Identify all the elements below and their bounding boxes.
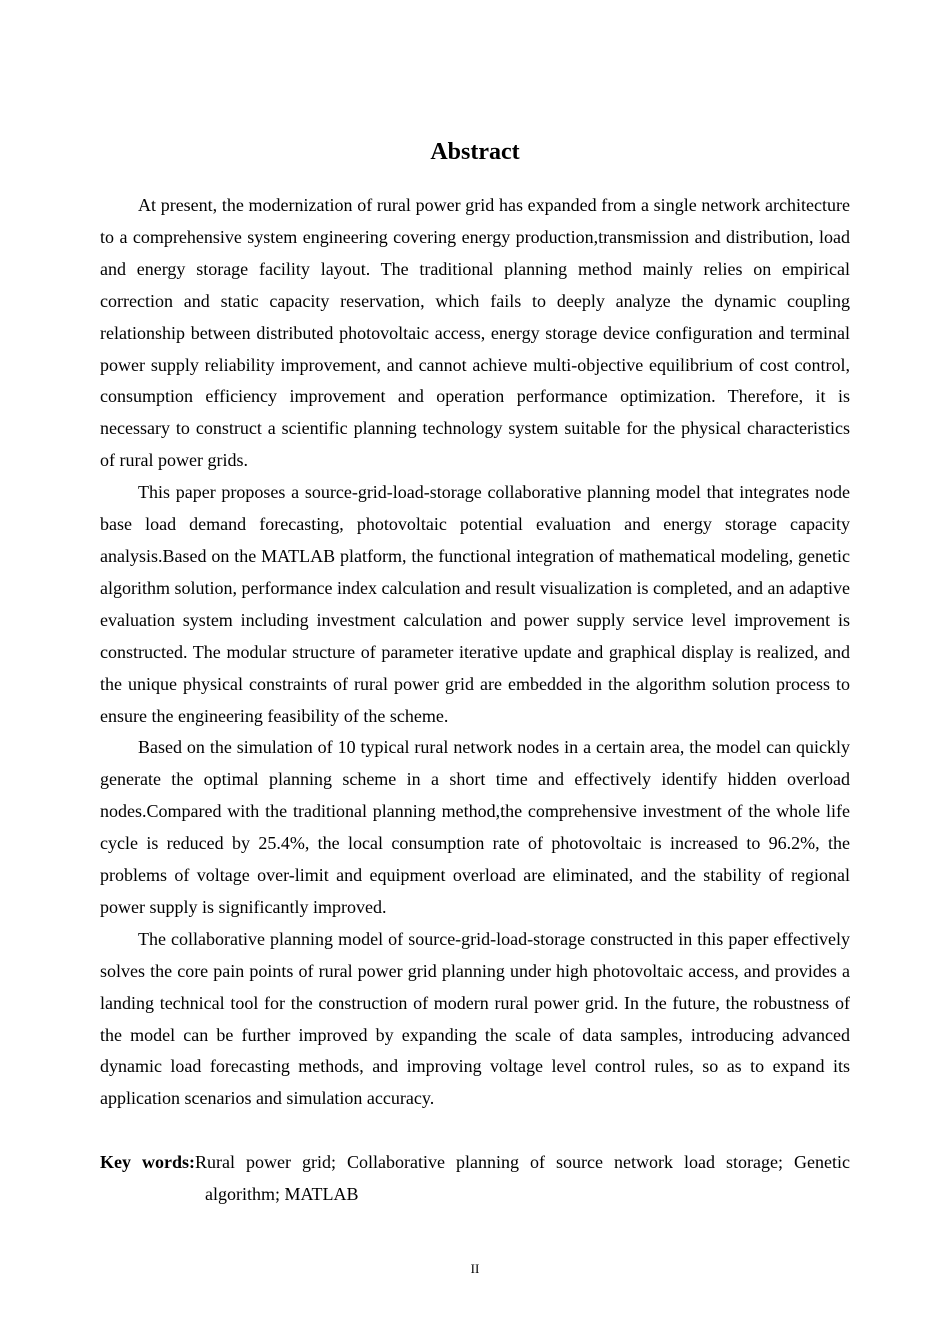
abstract-paragraph-4: The collaborative planning model of source-grid-load-storage constructed in this paper effectively solves the core pain points of rural power grid planning under high photovoltaic access, and provides a landing technical tool for the construction of modern rural power grid. In the future, the robustness of the model can be further improved by expanding the scale of data samples, introducing advanced dynamic load forecasting methods, and improving voltage level control rules, so as to expand its application scenarios and simulation accuracy. bbox=[100, 928, 850, 1109]
abstract-paragraph-2: This paper proposes a source-grid-load-storage collaborative planning model that integrates node base load demand forecasting, photovoltaic potential evaluation and energy storage capacity analysis.Based on the MATLAB platform, the functional integration of mathematical modeling, genetic algorithm solution, performance index calculation and result visualization is completed, and an adaptive evaluation system including investment calculation and power supply service level improvement is constructed. The modular structure of parameter iterative update and graphical display is realized, and the unique physical constraints of rural power grid are embedded in the algorithm solution process to ensure the engineering feasibility of the scheme. bbox=[100, 482, 850, 726]
keywords-label: Key words: bbox=[100, 1152, 196, 1172]
keywords-section bbox=[100, 1146, 850, 1210]
keywords-text: Rural power grid; Collaborative planning of source network load storage; Genetic algorithm; MATLAB bbox=[195, 1152, 850, 1204]
abstract-body bbox=[100, 190, 850, 1115]
page-number: II bbox=[470, 1261, 480, 1276]
abstract-paragraph-1: At present, the modernization of rural power grid has expanded from a single network architecture to a comprehensive system engineering covering energy production,transmission and distribution, load and energy storage facility layout. The traditional planning method mainly relies on empirical correction and static capacity reservation, which fails to deeply analyze the dynamic coupling relationship between distributed photovoltaic access, energy storage device configuration and terminal power supply reliability improvement, and cannot achieve multi-objective equilibrium of cost control, consumption efficiency improvement and operation performance optimization. Therefore, it is necessary to construct a scientific planning technology system suitable for the physical characteristics of rural power grids. bbox=[100, 195, 850, 471]
page-title: Abstract bbox=[430, 139, 520, 165]
abstract-paragraph-3: Based on the simulation of 10 typical rural network nodes in a certain area, the model can quickly generate the optimal planning scheme in a short time and effectively identify hidden overload nodes.Compared with the traditional planning method,the comprehensive investment of the whole life cycle is reduced by 25.4%, the local consumption rate of photovoltaic is increased to 96.2%, the problems of voltage over-limit and equipment overload are eliminated, and the stability of regional power supply is significantly improved. bbox=[100, 737, 850, 917]
